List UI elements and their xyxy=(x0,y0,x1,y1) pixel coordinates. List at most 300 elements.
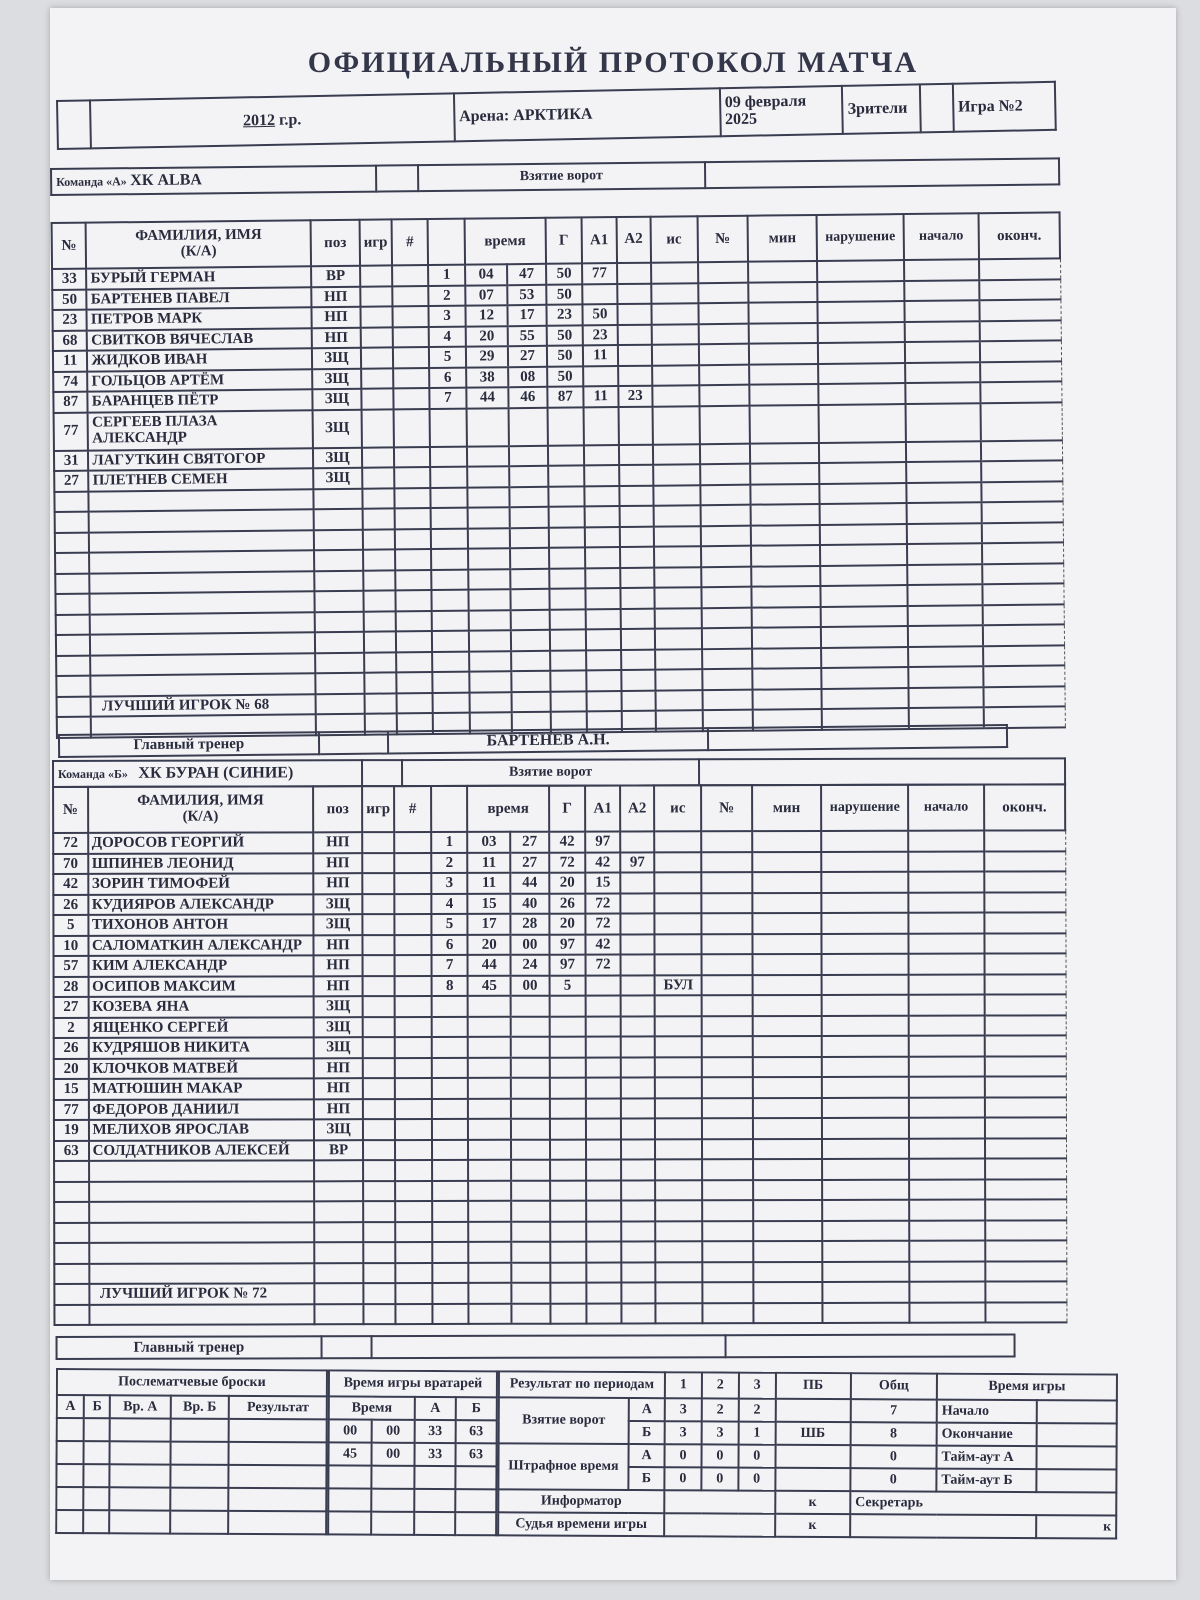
player-position xyxy=(315,1304,364,1325)
player-number: 11 xyxy=(53,351,88,372)
player-number: 42 xyxy=(53,874,88,895)
player-number: 26 xyxy=(53,894,88,915)
player-name: МАТЮШИН МАКАР xyxy=(88,1078,314,1099)
goal-assist-1 xyxy=(586,1057,621,1078)
goal-scorer xyxy=(549,996,586,1017)
header-pen-min: мин xyxy=(752,785,821,831)
player-name: ФЕДОРОВ ДАНИИЛ xyxy=(88,1099,314,1120)
player-number: 50 xyxy=(52,289,87,310)
best-player: ЛУЧШИЙ ИГРОК № 68 xyxy=(91,694,316,717)
goal-assist-2 xyxy=(621,649,656,670)
player-number: 27 xyxy=(54,471,89,492)
goal-minutes: 44 xyxy=(468,955,511,976)
game-time-judge-label: Судья времени игры xyxy=(498,1512,664,1536)
goal-seconds xyxy=(511,1160,550,1181)
player-name: СВИТКОВ ВЯЧЕСЛАВ xyxy=(87,328,312,351)
player-number xyxy=(56,614,91,635)
empty-row xyxy=(54,1261,1066,1284)
goal-assist-1 xyxy=(582,284,617,305)
player-name xyxy=(89,489,314,512)
header-src: ис xyxy=(654,785,701,831)
player-position: ЗЩ xyxy=(312,389,361,410)
period-col: Общ xyxy=(851,1373,937,1399)
team-b-goals-heading: Взятие ворот xyxy=(402,759,700,786)
player-name: ЛАГУТКИН СВЯТОГОР xyxy=(88,448,313,471)
player-position xyxy=(314,1222,363,1243)
goal-minutes: 20 xyxy=(465,326,508,347)
goal-number xyxy=(432,1201,469,1222)
goal-minutes xyxy=(469,1283,512,1304)
player-number: 33 xyxy=(52,269,87,290)
goal-seconds xyxy=(511,996,550,1017)
goal-number: 5 xyxy=(429,347,466,368)
goal-assist-1 xyxy=(586,629,621,650)
player-row xyxy=(53,933,1065,956)
pen_b-value: 0 xyxy=(738,1468,775,1491)
goal-number: 2 xyxy=(429,285,466,306)
goal-scorer: 50 xyxy=(546,284,583,305)
team-letter: Б xyxy=(629,1421,665,1444)
goal-minutes: 11 xyxy=(468,852,511,873)
goal-number xyxy=(430,408,467,446)
team-a-coach-label: Главный тренер xyxy=(59,732,319,757)
header-hash: # xyxy=(391,219,428,265)
goal-seconds xyxy=(510,568,549,589)
player-name: ПЕТРОВ МАРК xyxy=(87,307,312,330)
goal-scorer xyxy=(548,445,585,466)
player-position: ЗЩ xyxy=(313,468,362,489)
secretary-label: Секретарь xyxy=(850,1491,1116,1515)
goal-assist-1 xyxy=(586,1180,621,1201)
goal-assist-1: 11 xyxy=(583,345,618,366)
pen_a-value: 0 xyxy=(664,1444,701,1467)
goal-seconds xyxy=(511,1303,550,1324)
team-letter: Б xyxy=(628,1467,664,1490)
player-position: НП xyxy=(312,307,361,328)
goalie-a: 33 xyxy=(415,1420,456,1443)
time-row-label: Окончание xyxy=(937,1423,1037,1447)
player-row xyxy=(54,1097,1066,1120)
header-num: № xyxy=(52,223,87,269)
goal-minutes: 44 xyxy=(466,387,509,408)
goal-minutes xyxy=(468,1098,511,1119)
goal-assist-2 xyxy=(621,1262,656,1283)
goal-assist-2 xyxy=(621,1057,656,1078)
goal-seconds: 00 xyxy=(511,934,550,955)
player-row xyxy=(53,830,1065,853)
goal-source xyxy=(655,690,702,711)
player-number: 77 xyxy=(54,412,89,450)
player-name: КОЗЕВА ЯНА xyxy=(88,996,314,1017)
goal-scorer xyxy=(550,1283,587,1304)
player-position: ЗЩ xyxy=(312,348,361,369)
goal-number xyxy=(432,610,469,631)
player-position xyxy=(315,632,364,653)
goal-minutes: 11 xyxy=(468,873,511,894)
player-name: ШПИНЕВ ЛЕОНИД xyxy=(88,853,314,874)
goal-scorer: 50 xyxy=(547,366,584,387)
goal-number xyxy=(432,1098,469,1119)
goal-source xyxy=(654,546,701,567)
goal-seconds xyxy=(510,548,549,569)
player-number: 57 xyxy=(54,956,89,977)
player-position: ВР xyxy=(314,1140,363,1161)
player-number: 72 xyxy=(53,833,88,854)
goal-assist-2 xyxy=(621,1036,656,1057)
goal-scorer: 50 xyxy=(547,345,584,366)
player-name xyxy=(90,632,315,655)
goals_b-value: 3 xyxy=(665,1421,702,1444)
goal-seconds xyxy=(511,1242,550,1263)
team-a-header xyxy=(50,157,1060,196)
goals_a-value: 7 xyxy=(851,1399,937,1422)
goal-assist-1 xyxy=(586,1119,621,1140)
shootout-table xyxy=(55,1368,328,1535)
goal-assist-1 xyxy=(586,1078,621,1099)
goal-source xyxy=(655,1098,702,1119)
player-number: 20 xyxy=(54,1058,89,1079)
match-date: 09 февраля 2025 xyxy=(719,86,843,136)
goal-scorer: 97 xyxy=(549,934,586,955)
goal-minutes xyxy=(469,1201,512,1222)
goalie-col-b: Б xyxy=(456,1397,497,1420)
player-name xyxy=(89,1181,315,1202)
goal-source xyxy=(655,872,702,893)
goal-scorer xyxy=(549,1057,586,1078)
goalie-b: 63 xyxy=(455,1443,496,1466)
player-position xyxy=(315,591,364,612)
periods-label: Результат по периодам xyxy=(499,1371,665,1398)
goal-source: БУЛ xyxy=(655,975,702,996)
header-pos: поз xyxy=(311,220,360,267)
player-number: 26 xyxy=(54,1038,89,1059)
goal-scorer xyxy=(548,486,585,507)
goal-assist-2 xyxy=(617,263,652,284)
goal-minutes xyxy=(469,692,512,713)
informer-label: Информатор xyxy=(498,1489,664,1513)
goal-assist-1 xyxy=(586,1201,621,1222)
player-position: ЗЩ xyxy=(314,1017,363,1038)
goal-minutes xyxy=(468,528,511,549)
goal-assist-2 xyxy=(620,872,655,893)
goal-number xyxy=(432,1303,469,1324)
goal-source xyxy=(655,1200,702,1221)
player-number xyxy=(54,1243,89,1264)
player-position xyxy=(314,1181,363,1202)
pen_b-value: 0 xyxy=(850,1468,936,1491)
goal-seconds: 27 xyxy=(510,852,549,873)
header-pen-num: № xyxy=(697,216,748,263)
goal-seconds xyxy=(511,589,550,610)
player-name xyxy=(90,571,315,594)
empty-row xyxy=(54,1179,1066,1202)
goal-source xyxy=(655,1057,702,1078)
player-number xyxy=(55,532,90,553)
goalie-time-table xyxy=(327,1369,498,1536)
goal-assist-1: 42 xyxy=(585,852,620,873)
goal-scorer xyxy=(550,1098,587,1119)
match-info-table xyxy=(56,81,1057,150)
player-number: 27 xyxy=(54,997,89,1018)
goal-number xyxy=(432,1262,469,1283)
goal-scorer: 23 xyxy=(546,304,583,325)
player-name: СОЛДАТНИКОВ АЛЕКСЕЙ xyxy=(89,1140,315,1161)
goal-scorer xyxy=(550,1262,587,1283)
player-row xyxy=(54,974,1066,997)
goal-scorer: 50 xyxy=(546,263,583,284)
goal-number xyxy=(432,1057,469,1078)
player-position: НП xyxy=(312,327,361,348)
goal-assist-1 xyxy=(585,527,620,548)
goal-minutes: 38 xyxy=(466,367,509,388)
spectators-label: Зрители xyxy=(842,84,921,133)
goal-assist-2 xyxy=(621,1221,656,1242)
goal-source xyxy=(655,1159,702,1180)
goal-number: 6 xyxy=(431,934,468,955)
player-row xyxy=(53,871,1065,894)
goal-assist-1: 72 xyxy=(586,893,621,914)
goal-assist-2 xyxy=(620,629,655,650)
goal-minutes: 15 xyxy=(468,893,511,914)
player-row xyxy=(54,953,1066,976)
team-a-name: Команда «А» ХК ALBA xyxy=(51,166,376,195)
empty-row xyxy=(54,1302,1066,1325)
goal-seconds xyxy=(511,1057,550,1078)
goal-scorer xyxy=(550,1119,587,1140)
goal-source xyxy=(656,1262,703,1283)
player-position: ВР xyxy=(311,266,360,287)
team-b-coach-label: Главный тренер xyxy=(57,1336,322,1359)
penalty-row-label: Штрафное время xyxy=(498,1443,628,1490)
player-position xyxy=(315,652,364,673)
player-number xyxy=(54,1161,89,1182)
header-a1: А1 xyxy=(585,786,620,832)
goal-scorer xyxy=(549,1016,586,1037)
empty-row xyxy=(54,1158,1066,1181)
goal-number xyxy=(432,1119,469,1140)
goal-assist-1 xyxy=(587,691,622,712)
player-position: ЗЩ xyxy=(314,1037,363,1058)
shootout-col: Вр. А xyxy=(110,1395,170,1418)
birth-year: 2012 г.р. xyxy=(90,93,455,148)
goal-seconds xyxy=(512,671,551,692)
player-number: 10 xyxy=(53,935,88,956)
goal-source xyxy=(652,344,699,365)
goal-minutes: 12 xyxy=(465,305,508,326)
player-name: КЛОЧКОВ МАТВЕЙ xyxy=(88,1058,314,1079)
header-g: Г xyxy=(545,217,582,263)
player-name xyxy=(89,550,314,573)
goal-scorer: 26 xyxy=(549,893,586,914)
goal-assist-2 xyxy=(621,1159,656,1180)
header-pen-viol: нарушение xyxy=(821,785,909,831)
player-name: ОСИПОВ МАКСИМ xyxy=(88,976,314,997)
goal-assist-2 xyxy=(620,567,655,588)
goal-seconds xyxy=(509,445,548,466)
player-name xyxy=(90,591,315,614)
goal-minutes xyxy=(468,996,511,1017)
player-name: КУДИЯРОВ АЛЕКСАНДР xyxy=(88,894,314,915)
game-time-label: Время игры xyxy=(937,1374,1117,1401)
goal-source xyxy=(653,444,700,465)
player-position xyxy=(314,509,363,530)
goal-assist-1: 23 xyxy=(583,325,618,346)
player-number: 74 xyxy=(53,371,88,392)
header-a1: А1 xyxy=(582,217,617,263)
goal-minutes xyxy=(467,487,510,508)
player-number xyxy=(55,512,90,533)
goal-assist-2 xyxy=(621,1139,656,1160)
goal-seconds xyxy=(511,1037,550,1058)
goal-assist-2 xyxy=(621,1118,656,1139)
goal-minutes: 29 xyxy=(466,346,509,367)
goal-source xyxy=(652,324,699,345)
player-position: ЗЩ xyxy=(313,409,362,448)
goal-number xyxy=(432,1180,469,1201)
player-name xyxy=(89,1160,315,1181)
goal-seconds: 44 xyxy=(510,873,549,894)
player-name xyxy=(90,612,315,635)
pen_a-value: 0 xyxy=(738,1445,775,1468)
goal-assist-1 xyxy=(583,366,618,387)
goals_a-value: 2 xyxy=(738,1399,775,1422)
player-name: ПЛЕТНЕВ СЕМЕН xyxy=(89,468,314,491)
player-row xyxy=(54,1138,1066,1161)
goal-minutes xyxy=(468,589,511,610)
player-name: КИМ АЛЕКСАНДР xyxy=(88,955,314,976)
goal-number xyxy=(431,508,468,529)
goal-number xyxy=(431,487,468,508)
player-position xyxy=(315,1283,364,1304)
goal-seconds: 47 xyxy=(507,264,546,285)
period-col: 2 xyxy=(702,1372,739,1398)
player-name xyxy=(89,1222,315,1243)
header-pen-min: мин xyxy=(748,215,817,262)
player-name: МЕЛИХОВ ЯРОСЛАВ xyxy=(88,1119,314,1140)
goal-assist-1 xyxy=(584,486,619,507)
goal-assist-1: 42 xyxy=(586,934,621,955)
goal-assist-2 xyxy=(619,465,654,486)
goal-seconds xyxy=(510,527,549,548)
goal-assist-2: 23 xyxy=(618,386,653,407)
goal-seconds: 46 xyxy=(509,387,548,408)
goal-assist-2 xyxy=(620,995,655,1016)
goal-assist-1 xyxy=(586,650,621,671)
goal-scorer: 20 xyxy=(549,914,586,935)
goal-minutes xyxy=(468,1139,511,1160)
goal-assist-1 xyxy=(586,1098,621,1119)
goals_a-value: 2 xyxy=(702,1398,739,1421)
goalie-col-a: А xyxy=(415,1397,456,1420)
goal-source xyxy=(651,283,698,304)
goal-assist-2 xyxy=(621,1241,656,1262)
player-position: ЗЩ xyxy=(314,1119,363,1140)
player-position: НП xyxy=(311,286,360,307)
empty-row xyxy=(54,1199,1066,1222)
goal-assist-1 xyxy=(587,1283,622,1304)
goal-assist-2 xyxy=(621,690,656,711)
goal-source xyxy=(655,1016,702,1037)
goal-number xyxy=(432,1242,469,1263)
goal-scorer xyxy=(549,609,586,630)
player-number: 68 xyxy=(53,330,88,351)
goal-scorer xyxy=(550,1201,587,1222)
goal-seconds xyxy=(511,630,550,651)
goalie-col-time: Время xyxy=(329,1396,415,1419)
goal-number: 8 xyxy=(431,975,468,996)
goal-source xyxy=(654,526,701,547)
player-name: ДОРОСОВ ГЕОРГИЙ xyxy=(88,832,314,853)
goal-assist-1 xyxy=(584,445,619,466)
player-row xyxy=(53,851,1065,874)
player-position xyxy=(313,488,362,509)
goal-scorer: 5 xyxy=(549,975,586,996)
time-row-label: Начало xyxy=(937,1400,1037,1424)
header-played: игр xyxy=(362,786,394,832)
header-g: Г xyxy=(549,786,586,832)
goal-source xyxy=(651,262,698,283)
goal-scorer xyxy=(550,1160,587,1181)
goals_b-value: 1 xyxy=(738,1422,775,1445)
goal-source xyxy=(655,1077,702,1098)
player-position: НП xyxy=(313,873,362,894)
period-col: 3 xyxy=(739,1373,776,1399)
team-letter: А xyxy=(629,1398,665,1421)
goal-assist-1 xyxy=(586,975,621,996)
team-a-section xyxy=(50,157,1070,753)
goal-assist-2 xyxy=(620,608,655,629)
roster-header-row xyxy=(53,784,1065,833)
goal-scorer xyxy=(550,670,587,691)
goal-assist-1 xyxy=(586,1037,621,1058)
goal-source xyxy=(655,995,702,1016)
goal-scorer xyxy=(550,1221,587,1242)
player-number: 63 xyxy=(54,1140,89,1161)
goal-minutes xyxy=(468,1037,511,1058)
goal-assist-2 xyxy=(619,485,654,506)
header-time: время xyxy=(467,786,548,832)
player-position: ЗЩ xyxy=(314,996,363,1017)
goal-minutes xyxy=(466,408,509,446)
goal-seconds xyxy=(511,1119,550,1140)
player-position xyxy=(315,673,364,694)
goal-number xyxy=(433,672,470,693)
header-played: игр xyxy=(359,219,392,265)
player-name xyxy=(91,673,316,696)
shootout-col: Вр. Б xyxy=(170,1396,229,1419)
period-results-table xyxy=(497,1370,1118,1539)
goal-minutes xyxy=(468,610,511,631)
goal-assist-1 xyxy=(586,1221,621,1242)
goal-seconds xyxy=(511,1262,550,1283)
player-name: СЕРГЕЕВ ПЛАЗА АЛЕКСАНДР xyxy=(88,410,313,450)
goal-number xyxy=(430,467,467,488)
goal-minutes: 20 xyxy=(468,934,511,955)
page-title: ОФИЦИАЛЬНЫЙ ПРОТОКОЛ МАТЧА xyxy=(307,46,919,79)
goal-minutes xyxy=(469,1221,512,1242)
player-number: 70 xyxy=(53,853,88,874)
header-pen-end: оконч. xyxy=(984,784,1066,830)
player-position xyxy=(314,550,363,571)
goals_b-value: 3 xyxy=(701,1421,738,1444)
goal-assist-2 xyxy=(618,406,653,444)
goal-assist-1 xyxy=(584,465,619,486)
player-name: ЯЩЕНКО СЕРГЕЙ xyxy=(88,1017,314,1038)
player-position: НП xyxy=(314,976,363,997)
header-a2: А2 xyxy=(616,217,651,263)
player-number: 77 xyxy=(54,1099,89,1120)
goal-scorer xyxy=(550,1078,587,1099)
